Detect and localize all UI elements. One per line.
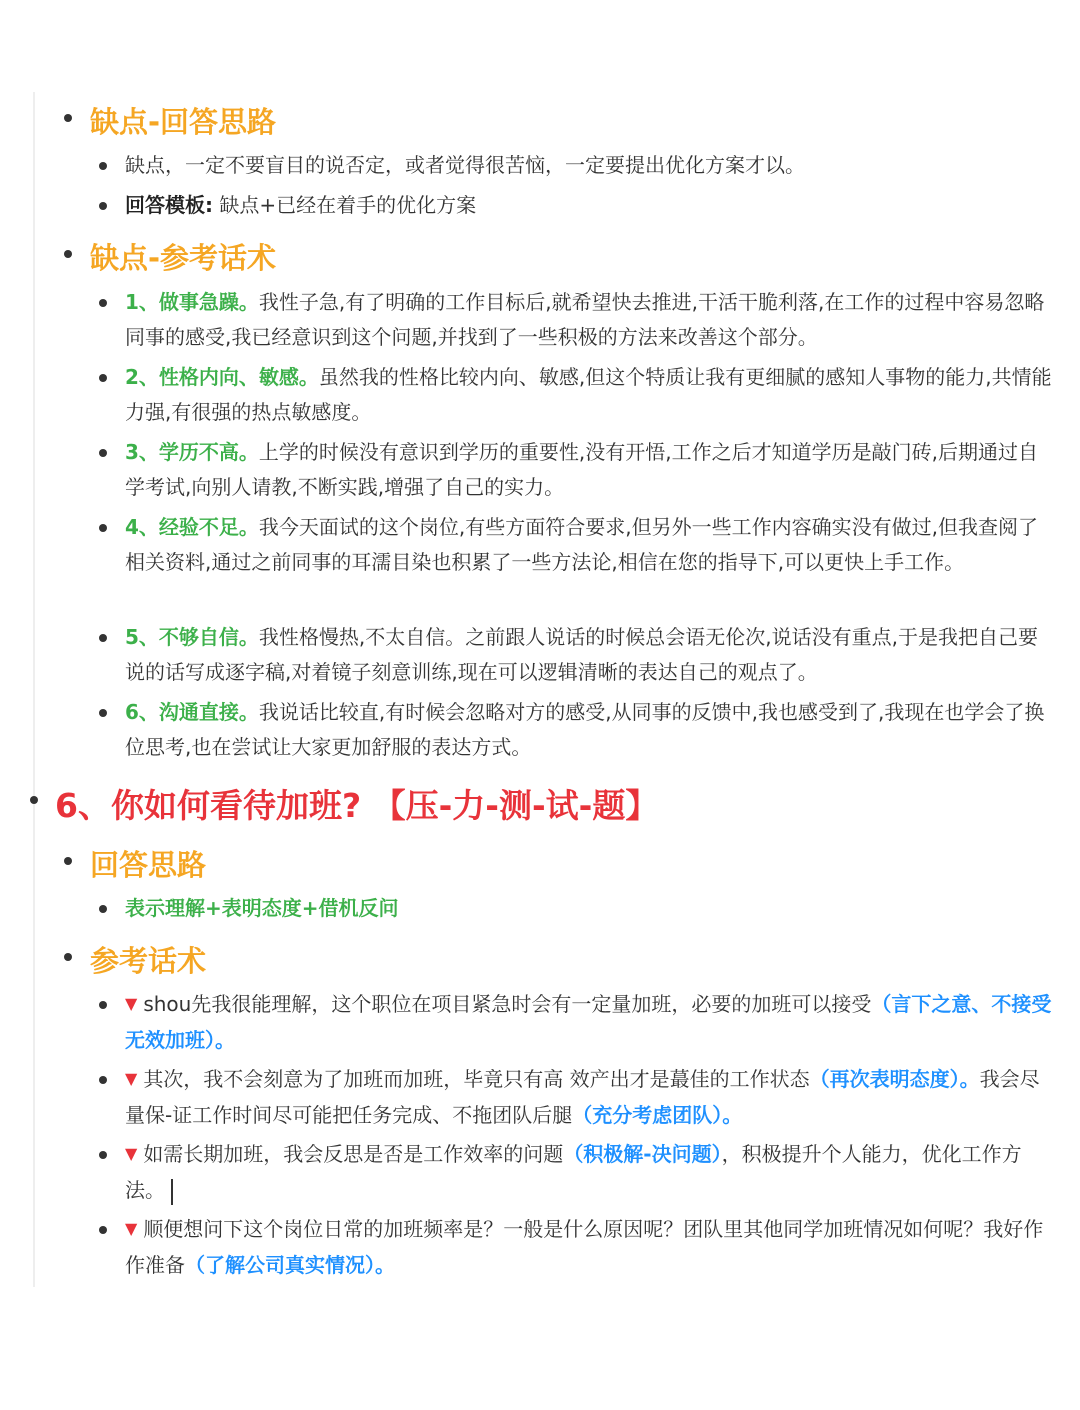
list-item: 表示理解+表明态度+借机反问 bbox=[125, 896, 399, 920]
list-item bbox=[125, 1137, 1055, 1208]
bullet bbox=[64, 114, 72, 122]
bullet bbox=[64, 857, 72, 865]
bullet bbox=[99, 1076, 107, 1084]
triangle-down-icon: ▼ bbox=[125, 1069, 138, 1088]
list-item: 缺点，一定不要盲目的说否定，或者觉得很苦恼，一定要提出优化方案才以。 bbox=[125, 153, 805, 177]
bullet bbox=[99, 202, 107, 210]
item-label: 回答模板: bbox=[125, 193, 213, 217]
text-cursor bbox=[171, 1179, 173, 1205]
list-item bbox=[125, 510, 1055, 580]
list-item bbox=[125, 1062, 1055, 1133]
item-heading: 6、沟通直接。 bbox=[125, 700, 259, 724]
item-note: （了解公司真实情况）。 bbox=[185, 1253, 395, 1277]
list-item bbox=[125, 695, 1055, 765]
item-note: （言下之意、不接受无效加班）。 bbox=[125, 992, 1052, 1052]
bullet bbox=[99, 524, 107, 532]
bullet bbox=[30, 796, 38, 804]
item-text: 其次，我不会刻意为了加班而加班，毕竟只有高 效产出才是蕞佳的工作状态 bbox=[143, 1067, 810, 1091]
list-item bbox=[125, 188, 1055, 223]
list-item bbox=[125, 1212, 1055, 1283]
item-note: （积极解-决问题） bbox=[563, 1142, 722, 1166]
triangle-down-icon: ▼ bbox=[125, 1219, 138, 1238]
bullet bbox=[99, 634, 107, 642]
item-text: 虽然我的性格比较内向、敏感,但这个特质让我有更细腻的感知人事物的能力,共情能力强,有很强的热点敏感度。 bbox=[125, 365, 1052, 424]
list-item bbox=[125, 435, 1055, 505]
bullet bbox=[99, 299, 107, 307]
item-text: 我性子急,有了明确的工作目标后,就希望快去推进,干活干脆利落,在工作的过程中容易忽略同事的感受,我已经意识到这个问题,并找到了一些积极的方法来改善这个部分。 bbox=[125, 290, 1045, 349]
bullet bbox=[99, 1001, 107, 1009]
item-text: ，积极提升个人能力，优化工作方法。 bbox=[125, 1142, 1022, 1202]
bullet bbox=[99, 905, 107, 913]
bullet bbox=[64, 953, 72, 961]
item-text: 我性格慢热,不太自信。之前跟人说话的时候总会语无伦次,说话没有重点,于是我把自己要说的话写成逐字稿,对着镜子刻意训练,现在可以逻辑清晰的表达自己的观点了。 bbox=[125, 625, 1038, 684]
list-item bbox=[125, 285, 1055, 355]
item-heading: 2、性格内向、敏感。 bbox=[125, 365, 319, 389]
item-text: 上学的时候没有意识到学历的重要性,没有开悟,工作之后才知道学历是敲门砖,后期通过自学考试,向别人请教,不断实践,增强了自己的实力。 bbox=[125, 440, 1038, 499]
item-note: （再次表明态度）。 bbox=[809, 1067, 980, 1091]
item-heading: 1、做事急躁。 bbox=[125, 290, 259, 314]
section-heading-weakness-scripts: 缺点-参考话术 bbox=[90, 241, 277, 275]
item-text: 顺便想问下这个岗位日常的加班频率是？一般是什么原因呢？团队里其他同学加班情况如何呢？我好作作准备 bbox=[125, 1217, 1044, 1277]
bullet bbox=[99, 1151, 107, 1159]
bullet bbox=[99, 1226, 107, 1234]
item-text: 我会尽量保-证工作时间尽可能把任务完成、不拖团队后腿 bbox=[125, 1067, 1040, 1127]
item-heading: 5、不够自信。 bbox=[125, 625, 259, 649]
item-text: 我说话比较直,有时候会忽略对方的感受,从同事的反馈中,我也感受到了,我现在也学会了换位思考,也在尝试让大家更加舒服的表达方式。 bbox=[125, 700, 1045, 759]
bullet bbox=[64, 250, 72, 258]
indent-guide-line bbox=[33, 92, 35, 1287]
item-heading: 4、经验不足。 bbox=[125, 515, 259, 539]
item-text: 我今天面试的这个岗位,有些方面符合要求,但另外一些工作内容确实没有做过,但我查阅了相关资料,通过之前同事的耳濡目染也积累了一些方法论,相信在您的指导下,可以更快上手工作。 bbox=[125, 515, 1038, 574]
list-item bbox=[125, 987, 1055, 1058]
bullet bbox=[99, 709, 107, 717]
triangle-down-icon: ▼ bbox=[125, 994, 138, 1013]
triangle-down-icon: ▼ bbox=[125, 1144, 138, 1163]
item-text: 如需长期加班，我会反思是否是工作效率的问题 bbox=[143, 1142, 564, 1166]
item-text: 缺点+已经在着手的优化方案 bbox=[213, 193, 477, 217]
section-heading-reference-scripts: 参考话术 bbox=[90, 944, 207, 978]
bullet bbox=[99, 374, 107, 382]
bullet bbox=[99, 162, 107, 170]
list-item bbox=[125, 620, 1055, 690]
section-heading-answer-approach: 回答思路 bbox=[90, 848, 207, 882]
question-heading: 6、你如何看待加班? 【压-力-测-试-题】 bbox=[55, 786, 659, 825]
item-text: shou先我很能理解，这个职位在项目紧急时会有一定量加班，必要的加班可以接受 bbox=[143, 992, 872, 1016]
item-note: （充分考虑团队）。 bbox=[572, 1103, 743, 1127]
section-heading-weakness-approach: 缺点-回答思路 bbox=[90, 105, 277, 139]
item-heading: 3、学历不高。 bbox=[125, 440, 259, 464]
list-item bbox=[125, 360, 1055, 430]
bullet bbox=[99, 449, 107, 457]
